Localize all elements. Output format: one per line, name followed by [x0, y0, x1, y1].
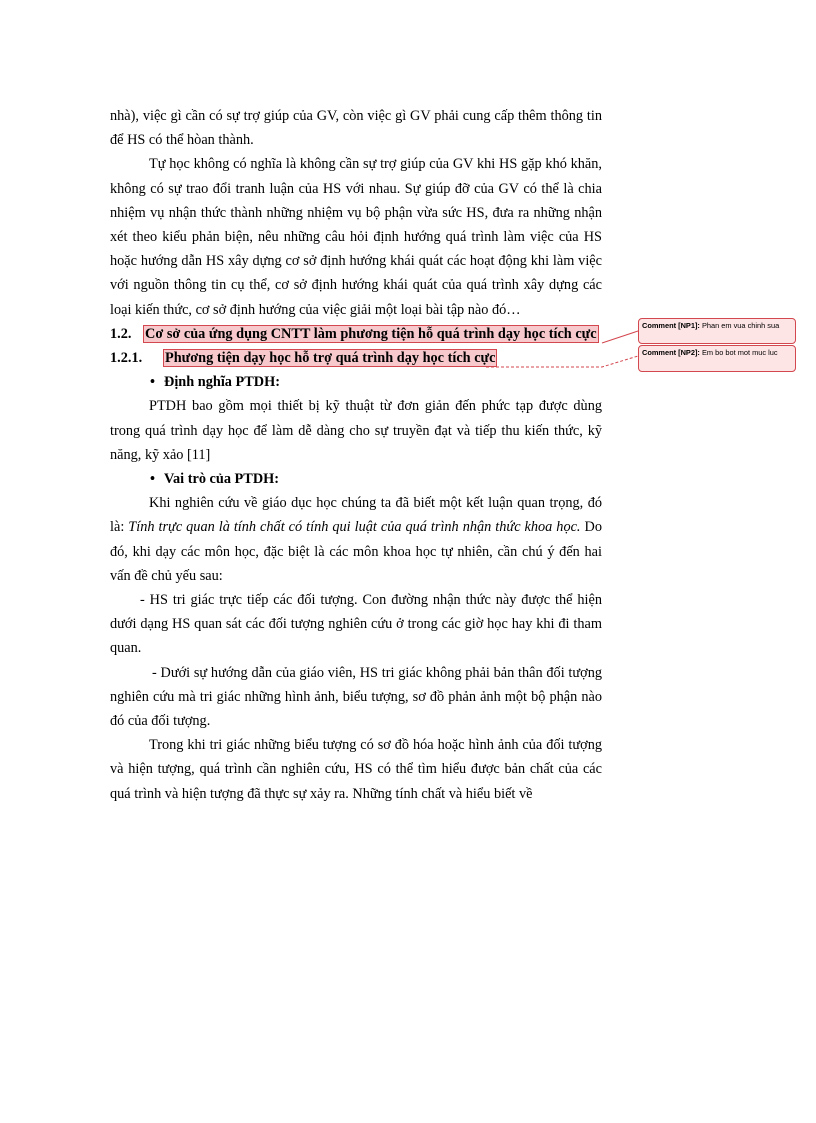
comment-balloon-np2[interactable]: Comment [NP2]: Em bo bot mot muc luc — [638, 345, 796, 372]
section-heading-1-2-1 — [110, 346, 602, 370]
commented-heading-text[interactable]: Phương tiện dạy học hỗ trợ quá trình dạy học tích cực — [165, 350, 496, 367]
bullet-icon: • — [150, 374, 156, 391]
section-number: 1.2. — [110, 325, 132, 342]
paragraph: - Dưới sự hướng dẫn của giáo viên, HS tri giác không phải bản thân đối tượng nghiên cứu mà tri giác những hình ảnh, biểu tượng, sơ đồ phản ảnh một bộ phận nào đó của đối tượng. — [110, 664, 602, 730]
paragraph: PTDH bao gồm mọi thiết bị kỹ thuật từ đơn giản đến phức tạp được dùng trong quá trình dạy học để làm dễ dàng cho sự truyền đạt và tiếp thu kiến thức, kỹ năng, kỹ xảo [11] — [110, 398, 602, 463]
comment-leader-1 — [602, 331, 638, 343]
section-heading-1-2 — [110, 322, 602, 346]
bullet-icon: • — [150, 471, 156, 488]
document-body — [110, 104, 602, 806]
paragraph: Khi nghiên cứu về giáo dục học chúng ta đã biết một kết luận quan trọng, đó là: Tính trực quan là tính chất có tính qui luật của quá trình nhận thức khoa học. Do đó, khi dạy các môn học, đặc biệt là các môn khoa học tự nhiên, cần chú ý đến hai vấn đề chủ yếu sau: — [110, 495, 602, 584]
bullet-item: • Vai trò của PTDH: — [110, 467, 602, 491]
emphasis-text: Tính trực quan là tính chất có tính qui luật của quá trình nhận thức khoa học. — [128, 519, 581, 536]
bullet-item: • Định nghĩa PTDH: — [110, 370, 602, 394]
comment-balloon-np1[interactable]: Comment [NP1]: Phan em vua chinh sua — [638, 318, 796, 344]
section-number: 1.2.1. — [110, 350, 143, 367]
paragraph: Trong khi tri giác những biểu tượng có sơ đồ hóa hoặc hình ảnh của đối tượng và hiện tượng, quá trình cần nghiên cứu, HS có thể tìm hiểu được bản chất của các quá trình và hiện tượng đã thực sự xảy ra. Những tính chất và hiểu biết về — [110, 737, 602, 802]
paragraph: Tự học không có nghĩa là không cần sự trợ giúp của GV khi HS gặp khó khăn, không có sự trao đổi tranh luận của HS với nhau. Sự giúp đỡ của GV có thể là chia nhiệm vụ nhận thức thành những nhiệm vụ bộ phận vừa sức HS, đưa ra những nhận xét theo kiểu phản biện, nêu những câu hỏi định hướng quá trình làm việc của HS hoặc hướng dẫn HS xây dựng cơ sở định hướng khái quát các hoạt động khi làm việc với nguồn thông tin cụ thể, cơ sở định hướng khái quát của quá trình xây dựng các loại kiến thức, cơ sở định hướng của việc giải một loại bài tập nào đó… — [110, 156, 602, 318]
paragraph: - HS tri giác trực tiếp các đối tượng. Con đường nhận thức này được thể hiện dưới dạng HS quan sát các đối tượng nghiên cứu ở trong các giờ học hay khi đi tham quan. — [110, 592, 602, 657]
paragraph: nhà), việc gì cần có sự trợ giúp của GV, còn việc gì GV phải cung cấp thêm thông tin để HS có thể hòan thành. — [110, 108, 602, 149]
commented-heading-text[interactable]: Cơ sở của ứng dụng CNTT làm phương tiện hỗ quá trình dạy học tích cực — [145, 325, 597, 342]
